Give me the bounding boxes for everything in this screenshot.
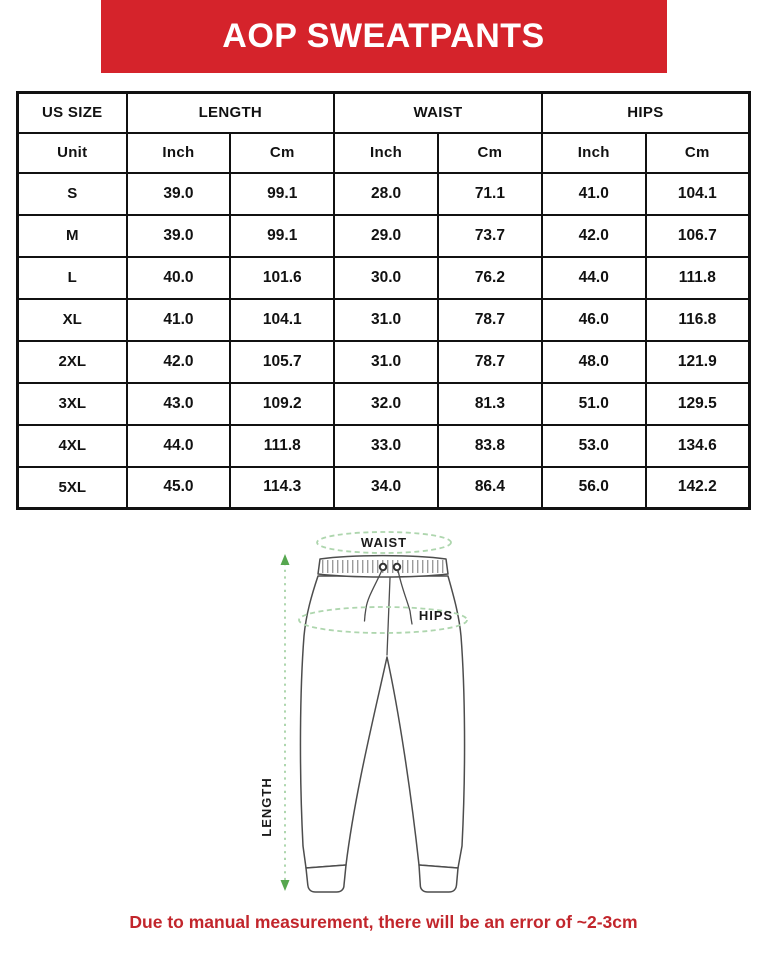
value-cell: 29.0	[334, 215, 438, 257]
value-cell: 99.1	[230, 215, 334, 257]
left-cuff	[306, 865, 346, 892]
table-row	[18, 299, 750, 341]
table-row	[18, 425, 750, 467]
size-label: M	[18, 215, 127, 257]
table-row	[18, 215, 750, 257]
table-row	[18, 173, 750, 215]
unit-header-row	[18, 133, 750, 173]
value-cell: 32.0	[334, 383, 438, 425]
value-cell: 46.0	[542, 299, 646, 341]
right-cuff	[419, 865, 458, 892]
value-cell: 31.0	[334, 341, 438, 383]
size-label: 3XL	[18, 383, 127, 425]
value-cell: 43.0	[127, 383, 231, 425]
unit-header-cell: Inch	[334, 133, 438, 173]
col-header-hips: HIPS	[542, 93, 750, 133]
value-cell: 129.5	[646, 383, 750, 425]
size-label: 5XL	[18, 467, 127, 509]
value-cell: 71.1	[438, 173, 542, 215]
value-cell: 99.1	[230, 173, 334, 215]
value-cell: 51.0	[542, 383, 646, 425]
unit-header-cell: Cm	[230, 133, 334, 173]
value-cell: 44.0	[127, 425, 231, 467]
table-row	[18, 341, 750, 383]
unit-header-cell: Inch	[542, 133, 646, 173]
length-label: LENGTH	[259, 777, 274, 837]
table-row	[18, 467, 750, 509]
value-cell: 56.0	[542, 467, 646, 509]
arrow-up-icon	[281, 554, 290, 565]
value-cell: 39.0	[127, 215, 231, 257]
value-cell: 134.6	[646, 425, 750, 467]
value-cell: 78.7	[438, 341, 542, 383]
value-cell: 76.2	[438, 257, 542, 299]
value-cell: 41.0	[127, 299, 231, 341]
value-cell: 109.2	[230, 383, 334, 425]
value-cell: 48.0	[542, 341, 646, 383]
value-cell: 116.8	[646, 299, 750, 341]
hips-label: HIPS	[418, 608, 454, 623]
value-cell: 78.7	[438, 299, 542, 341]
table-row	[18, 257, 750, 299]
value-cell: 86.4	[438, 467, 542, 509]
value-cell: 28.0	[334, 173, 438, 215]
value-cell: 31.0	[334, 299, 438, 341]
unit-header-cell: Unit	[18, 133, 127, 173]
value-cell: 30.0	[334, 257, 438, 299]
left-aglet	[365, 615, 366, 621]
value-cell: 121.9	[646, 341, 750, 383]
title-banner	[101, 0, 667, 73]
size-label: L	[18, 257, 127, 299]
value-cell: 111.8	[230, 425, 334, 467]
waist-label: WAIST	[360, 535, 408, 550]
value-cell: 83.8	[438, 425, 542, 467]
arrow-down-icon	[281, 880, 290, 891]
value-cell: 34.0	[334, 467, 438, 509]
col-header-length: LENGTH	[127, 93, 335, 133]
value-cell: 104.1	[230, 299, 334, 341]
table-row	[18, 383, 750, 425]
value-cell: 101.6	[230, 257, 334, 299]
value-cell: 41.0	[542, 173, 646, 215]
value-cell: 81.3	[438, 383, 542, 425]
value-cell: 104.1	[646, 173, 750, 215]
value-cell: 39.0	[127, 173, 231, 215]
value-cell: 73.7	[438, 215, 542, 257]
size-label: 4XL	[18, 425, 127, 467]
col-header-us-size: US SIZE	[18, 93, 127, 133]
unit-header-cell: Cm	[438, 133, 542, 173]
col-header-waist: WAIST	[334, 93, 542, 133]
value-cell: 142.2	[646, 467, 750, 509]
value-cell: 42.0	[542, 215, 646, 257]
value-cell: 114.3	[230, 467, 334, 509]
value-cell: 44.0	[542, 257, 646, 299]
value-cell: 45.0	[127, 467, 231, 509]
value-cell: 42.0	[127, 341, 231, 383]
page-title: AOP SWEATPANTS	[222, 17, 545, 55]
value-cell: 40.0	[127, 257, 231, 299]
group-header-row	[18, 93, 750, 133]
value-cell: 106.7	[646, 215, 750, 257]
measurement-disclaimer: Due to manual measurement, there will be an error of ~2-3cm	[129, 912, 638, 932]
left-eyelet	[380, 564, 386, 570]
right-eyelet	[394, 564, 400, 570]
measurement-diagram	[0, 516, 767, 908]
value-cell: 53.0	[542, 425, 646, 467]
size-chart-table	[16, 91, 751, 510]
value-cell: 33.0	[334, 425, 438, 467]
size-label: 2XL	[18, 341, 127, 383]
unit-header-cell: Inch	[127, 133, 231, 173]
sweatpants-diagram	[240, 516, 540, 904]
value-cell: 105.7	[230, 341, 334, 383]
size-label: XL	[18, 299, 127, 341]
value-cell: 111.8	[646, 257, 750, 299]
unit-header-cell: Cm	[646, 133, 750, 173]
size-label: S	[18, 173, 127, 215]
